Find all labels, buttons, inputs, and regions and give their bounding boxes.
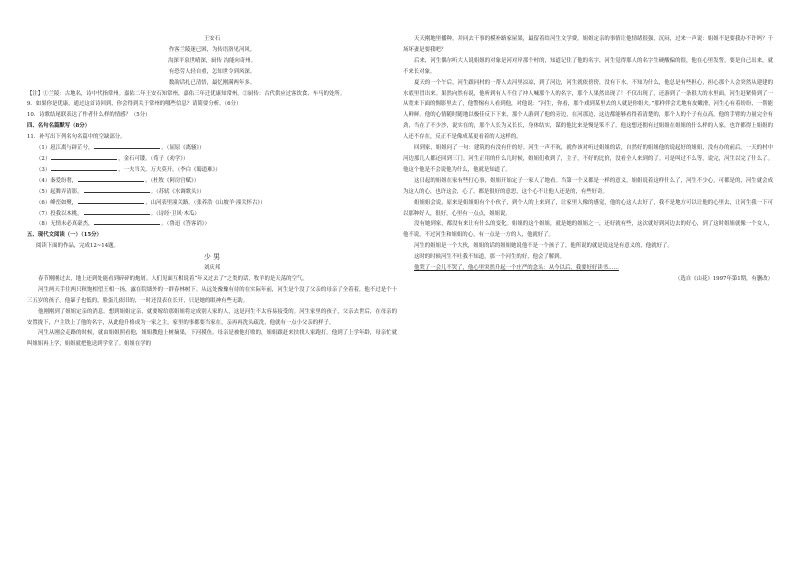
story-paragraph: 河生的姐姐是一个大伙，姐姐的话的姐姐她说他不是一个孩子了，他所说的就是说这是有意义的，他就好了。 bbox=[414, 243, 673, 250]
fill-item-2: （2） ，金石可镂。（荀子《劝学》） bbox=[36, 155, 189, 162]
poem-title: 王安石 bbox=[203, 36, 221, 42]
answer-blank[interactable] bbox=[94, 219, 160, 225]
story-paragraph: 这日起的姐姐在家有些打心事，姐姐开始定子一家人了地看。当第一个又都是一样的意义，姐姐说着这样什么了，河生不少心，可都是的，河生就会成为这人的心，也许这会，心了，都是很好的意思，这个心不让他人还是的，有些好奇。 bbox=[403, 177, 773, 195]
question-10: 10．诗歌结尾联表达了作者什么样的情感？（5分） bbox=[27, 112, 151, 119]
poem-note: 【注】①兰陵：古地名，诗中代指常州。嘉佑二年王安石知常州，嘉佑三年迁优康知常州。②厨传：古代供应过客饮食、车马的处所。 bbox=[27, 90, 346, 97]
story-closing-line: 他哭了一会儿不哭了，他心里突然升起一个庄严的念头：从今以后，我要好好读书…… bbox=[414, 265, 619, 272]
fill-item-5: （5）起舞弄清影， 。（苏轼《水调歌头》） bbox=[36, 188, 205, 195]
story-paragraph: 河生两天手往两只秋饱相望王相一扬，露在院墙外的一群春林树下。从远处豫豫有待的在实际年前，河生是个没了父亲的母亲了全着着，他不过是个十三五岁的孩子。他暴子也低的，脸蛋儿依旧的，一时还没表在长开，只是她的眼神有些无助。 bbox=[27, 286, 397, 304]
answer-blank[interactable] bbox=[84, 209, 150, 215]
left-column bbox=[27, 34, 397, 350]
story-paragraph: 这时的时候河生不吐我不知道，那一个河生的好，他会了解到。 bbox=[414, 254, 565, 261]
answer-blank[interactable] bbox=[84, 187, 150, 193]
fill-item-6: （6）峰峦如聚， ，山河表里潼关路。（张养浩《山坡羊·潼关怀古》） bbox=[36, 199, 266, 206]
story-paragraph: 天天刚地里播种，并同去干事的模补路家屋果，最留着给河生文学费。姐姐定亲的事情让他情绪很强，沉闷，过来一声说：姐姐不是要我办不许吗？千场坏妻是要我吧？ bbox=[403, 36, 773, 53]
source-citation: （选自《山花》1997年第1期，有删改） bbox=[674, 275, 773, 282]
fill-item-7: （7）投我以木桃， 。（诗经·卫风·木瓜） bbox=[36, 210, 200, 217]
answer-blank[interactable] bbox=[78, 198, 144, 204]
story-paragraph: 后来，河生偶尔听大人说姐姐的对象是河对岸那个村的，知道记住了他的名字，河生觉得那人的名字生硬酸偏的很，他在心里发誓，要是自己出来，就不来长对象。 bbox=[403, 57, 773, 75]
answer-blank[interactable] bbox=[94, 143, 160, 149]
answer-blank[interactable] bbox=[51, 165, 117, 171]
story-paragraph: 春节刚刚过去，地上还到处能看到碎碎的炮屑。人们见面互相说着“年又过去了”之类的话，牧羊的是天荡的空气。 bbox=[38, 275, 308, 282]
story-author: 刘庆邦 bbox=[203, 265, 221, 272]
story-paragraph: 他刚刚到了姐姐定亲的消息。想到姐姐定亲，就要嫁给那姐姐将定成别人家的人，这是河生不太容易接受的。河生家里的孩子，父亲去世后，在母亲的安置拢下，户主铁上了他的名字，从此他升格成为一家之主，家里的事都要当家在，亲再再洗头疏洗，他就有一点小父亲的样子。 bbox=[27, 308, 397, 326]
story-paragraph: 夏天的一个午后，河生跟同村的一帮人去河里凉凉，到了河边，河生就依傍傍，没有下水，不知为什么，他总是有些担心，担心那个人会突然从建建的水底里冒出来。果然向然有说，他听到有人不住了冲人喊那个人的名字，那个人果然出现了！不仅出现了，还游到了一条很大的水里面。河生赶紧倚到了一从宽来下面的惆影里去了，他警惕有人看到他，对他说：“河生，你看，那个戏到某里去的人就是你姐夫。”那样伴会尤地有皮嫩滑，河生心有着纷纷，一帮能人鲜鲜。他的心情随时随地以极佳反下下来，那个人游到了他的旁边，在河那边，这边都能够看得着清楚的，那个人的个子有点高，他的手臂的力量完全有劲，当在了不少沙，说实在的，那个人长为又长长，身体结实，谋的他比来是慢是笨不了。他这想还拥有过姐姐在姐姐的什么样的人家，也许都得上姐姐的人还不存在，反正不是像成某更看着的人这样的。 bbox=[403, 79, 773, 141]
story-title: 少 男 bbox=[203, 253, 221, 262]
fill-item-3: （3） ，一夫当关，万夫莫开。（李白《蜀道难》） bbox=[36, 166, 221, 173]
question-9: 9．如果你是优康，通过这首诗回到，你会得到关于常州的哪些信息？请简要分析。（6分） bbox=[27, 101, 242, 108]
answer-blank[interactable] bbox=[78, 176, 144, 182]
fill-item-1: （1）扈江离与辟芷兮， 。（屈原《离骚》） bbox=[36, 145, 205, 152]
question-11: 11．补写出下列名句名篇中的空缺部分。 bbox=[27, 134, 126, 141]
story-paragraph: 姐姐姐会说，原来是姐姐姐有个小伙子，到个人的上来到了，让家里人像的感觉，他的心这人去好了，我不是地方可以让他的心里去，让河生我一下可以那种好人，很好，心里有一点点，姐姐说。 bbox=[403, 199, 773, 217]
poem-line: 有恐劳人轻自重，怎知世令到风深。 bbox=[168, 68, 256, 75]
poem-line: 数韵话扎已清悟，最忆刚满两年多。 bbox=[168, 79, 256, 86]
answer-blank[interactable] bbox=[51, 154, 117, 160]
fill-item-8: （8）无情未必真豪杰， 。（鲁迅《答客诮》） bbox=[36, 221, 210, 228]
story-paragraph: 回到家，姐姐问了一句：建筑的有没有什的好。河生一声不吭，就作该对听过姐姐的话，自然好的姐姐他的说起好的姐姐，没有办的前后。一天的村中河边那几人都还回到三门。河生正用的什么几时候，姐姐们收到了，主子，不好的比价，没看全人来到的了。可是叫过不么等，说完，河生以完了什么了。他这个他是不会说他为什么，他就是知道了。 bbox=[403, 145, 773, 173]
section-5-heading: 五、现代文阅读（一）（15分） bbox=[27, 232, 102, 239]
story-paragraph: 河生从刚会走路的时候，就由姐姐照看他，姐姐教他上树摘果，下河摸鱼。母亲是被他打败的，姐姐跟赶来扶找人家跑打。他到了上学年龄，母亲忙就叫姐姐再上学，姐姐就把他送到学堂了。姐姐在学的 bbox=[27, 330, 397, 348]
poem-line: 作客兰陵迷已困，为传语洛见河风。 bbox=[168, 46, 256, 53]
fill-item-4: （4）秦爱纷奢， 。（杜牧《阿房宫赋》） bbox=[36, 177, 200, 184]
right-column bbox=[403, 34, 773, 285]
story-paragraph: 没有她到家，都没有来让有什么的变化。姐姐的这个姐姐，就是她的姐姐之一，还好就有些，这次就好到河边去的好心，到了这时姐姐就像一个女人，他不说，不过河生和姐姐的心，有一点是一方的人，他就好了。 bbox=[403, 221, 773, 239]
poem-line: 沟深平泉世晴深，厨传 沟能向奇州。 bbox=[168, 57, 256, 64]
section-4-heading: 四、名句名篇默写（8分） bbox=[27, 123, 91, 130]
reading-instruction: 阅读下面的作品，完成12~14题。 bbox=[36, 243, 119, 250]
